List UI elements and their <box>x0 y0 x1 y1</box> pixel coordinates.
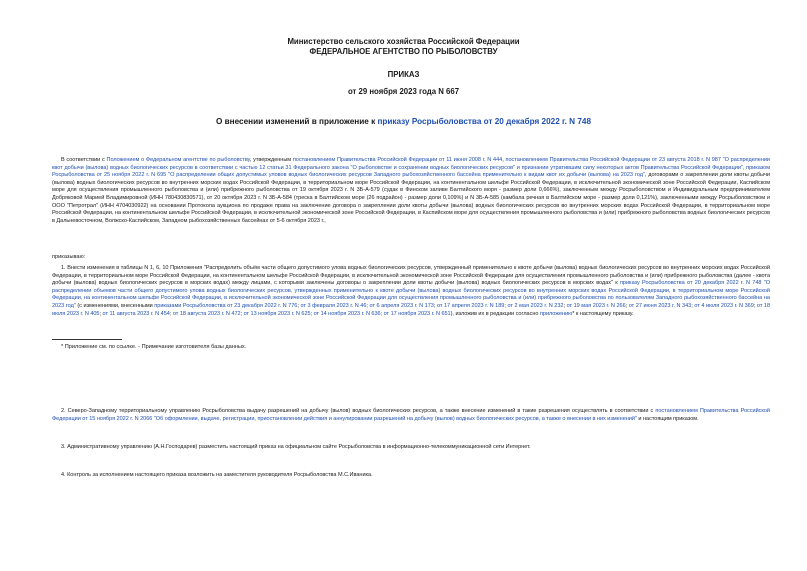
document-link[interactable]: постановлением Правительства Российской Федерации от 23 августа 2018 г. N 987 "О распределении квот добычи (вылова) водных биологических ресурсов в соответствии с частью 12 статьи 31 Федерального закона "О рыболовстве и сохранении водных биологических ресурсов" и признании утратившим силу некоторых актов Правительства Российской Федерации" <box>52 157 770 171</box>
paragraph-item-3 <box>52 444 770 452</box>
paragraph-text: ; <box>99 310 103 317</box>
footnote <box>52 344 246 350</box>
document-link[interactable]: Положением о Федеральном агентстве по рыболовству <box>106 157 250 163</box>
paragraph-text: * к настоящему приказу. <box>572 310 634 317</box>
document-link[interactable]: от 6 апреля 2023 г. N 173 <box>369 302 434 309</box>
paragraph-text: ; <box>504 302 508 309</box>
document-link[interactable]: постановлением Правительства Российской Федерации от 11 июня 2008 г. N 444 <box>292 157 503 163</box>
paragraph-text: ; <box>380 310 384 317</box>
document-link[interactable]: от 14 ноября 2023 г. N 636 <box>313 310 381 317</box>
document-link[interactable]: , приказом Росрыболовства от 25 ноября 2022 г. N 695 "О распределении общих допустимых уловов водных биологических ресурсов Западного рыбохозяйственного бассейна применительно к видам квот их добычи (вылова) на 2023 год" <box>52 164 770 179</box>
document-link[interactable]: от 17 ноября 2023 г. N 651 <box>383 310 451 317</box>
paragraph-text: ; <box>240 310 244 317</box>
document-link[interactable]: от 4 июля 2023 г. N 369 <box>694 302 754 309</box>
document-link[interactable]: приказу Росрыболовства от 20 декабря 2022 г. N 748 "О распределении объемов части общего допустимого улова водных биологических ресурсов, утвержденных применительно к квоте добычи (вылова) водных биологических ресурсов во внутренних морских водах Российской Федерации, в территориальном море Российской Федерации, на континентальном шельфе Российской Федерации, в исключительной экономической зоне Российской Федерации для осуществления промышленного рыболовства и (или) прибрежного рыболовства по пользователям Западного рыбохозяйственного бассейна на 2023 год" <box>52 280 770 309</box>
paragraph-text: 1. Внести изменения в таблицы N 1, 6, 10 Приложения "Распределить объём части общего допустимого улова водных биологических ресурсов, утвержденный применительно к квоте добычи (вылова) водных биологических ресурсов во внутренних морских водах Российской Федерации, в территориальном море Российской Федерации, на континентальном шельфе Российской Федерации, в исключительной экономической зоне Российской Федерации для осуществления промышленного рыболовства и (или) прибрежного рыболовства (далее - квота добычи (вылова) водных биологических ресурсов в морских водах) между лицами, с которыми заключены договоры о закреплении доли квоты добычи (вылова) водных биологических ресурсов в морских водах" к <box>52 265 770 287</box>
paragraph-text: ; <box>169 310 173 317</box>
paragraph-item-3-text: 3. Административному управлению (А.Н.Господарев) разместить настоящий приказ на официальном сайте Росрыболовства в информационно-телекоммуникационной сети Интернет. <box>61 444 531 450</box>
title-link[interactable]: приказу Росрыболовства от 20 декабря 2022 г. N 748 <box>377 117 592 126</box>
paragraph-text: ; <box>297 302 301 309</box>
document-link[interactable]: постановлением Правительства Российской Федерации от 15 ноября 2022 г. N 2066 "Об оформлении, выдаче, регистрации, приостановлении действия и аннулировании разрешений на добычу (вылов) водных биологических ресурсов, а также о внесении в них изменений" <box>52 408 770 422</box>
paragraph-text: ; <box>366 302 370 309</box>
paragraph-text: , <box>502 157 506 163</box>
document-link[interactable]: от 13 ноября 2023 г. N 625 <box>243 310 311 317</box>
document-link[interactable]: приказами Росрыболовства от 23 декабря 2022 г. N 776 <box>154 302 298 309</box>
document-date: от 29 ноября 2023 года N 667 <box>347 87 460 96</box>
paragraph-text: ; <box>691 302 695 309</box>
document-type: ПРИКАЗ <box>387 70 420 79</box>
paragraph-item-1 <box>52 265 770 318</box>
paragraph-text: ; <box>625 302 629 309</box>
paragraph-text: ), изложив их в редакции согласно <box>450 310 540 317</box>
footnote-separator <box>52 339 122 340</box>
paragraph-text: ; <box>753 302 757 309</box>
paragraph-preamble <box>52 157 770 225</box>
document-link[interactable]: приложению <box>539 310 573 317</box>
document-link[interactable]: от 27 июня 2023 г. N 343 <box>628 302 692 309</box>
document-link[interactable]: от 19 мая 2023 г. N 266 <box>566 302 626 309</box>
document-link[interactable]: от 17 апреля 2023 г. N 189 <box>436 302 505 309</box>
ordered-label: приказываю: <box>52 254 86 260</box>
agency-name: ФЕДЕРАЛЬНОЕ АГЕНТСТВО ПО РЫБОЛОВСТВУ <box>309 47 498 56</box>
footnote-text: * Приложение см. по ссылке. - Примечание изготовителя базы данных. <box>61 344 247 350</box>
paragraph-text: В соответствии с <box>61 157 107 163</box>
paragraph-item-4 <box>52 472 770 480</box>
paragraph-text: 2. Северо-Западному территориальному управлению Росрыболовства выдачу разрешений на добычу (вылов) водных биологических ресурсов, а также внесение изменений в такие разрешения осуществлять в соответствии с <box>61 408 656 414</box>
document-link[interactable]: от 2 мая 2023 г. N 232 <box>507 302 564 309</box>
title-text: О внесении изменений в приложение к <box>215 117 378 126</box>
paragraph-item-4-text: 4. Контроль за исполнением настоящего приказа возложить на заместителя руководителя Росрыболовства М.С.Иваника. <box>61 472 373 478</box>
paragraph-text: ; <box>310 310 314 317</box>
paragraph-text: , утвержденным <box>249 157 293 163</box>
document-link[interactable]: от 18 августа 2023 г. N 472 <box>172 310 241 317</box>
document-link[interactable]: от 3 февраля 2023 г. N 46 <box>300 302 367 309</box>
paragraph-text: ; <box>563 302 567 309</box>
document-title <box>0 117 807 126</box>
document-link[interactable]: от 11 августа 2023 г. N 454 <box>102 310 170 317</box>
paragraph-text: и настоящим приказом. <box>636 415 699 422</box>
ministry-name: Министерство сельского хозяйства Российской Федерации <box>287 37 520 46</box>
paragraph-text: , договорами о закреплении доли квоты добычи (вылова) водных биологических ресурсов во внутренних морских водах Российской Федерации, в территориальном море Российской Федерации, на континентальном шельфе Российской Федерации, в исключительной экономической зоне Российской Федерации, Каспийском море для осуществления промышленного рыболовства и (или) прибрежного рыболовства от 19 октября 2023 г. N 3Б-А-579 (судак в Финском заливе Балтийского моря - размер доли 0,666%), заключенным между Росрыболовством и Индивидуальным предпринимателем Добряковой Марией Владимировной (ИНН 780430830571), от 20 октября 2023 г. N 3Б-А-584 (треска в Балтийском море (26 подрайон) - размер доли 0,109%) и N 3Б-А-585 (камбала речная в Балтийском море - размер доли 0,121%), заключенными между Росрыболовством и ООО "Петротрал" (ИНН 4704030922) на основании Протокола аукциона по продаже права на заключение договора о закреплении доли квоты добычи (вылова) водных биологических ресурсов во внутренних морских водах Российской Федерации, в территориальном море Российской Федерации, на континентальном шельфе Российской Федерации, в исключительной экономической зоне Российской Федерации, в Каспийском море для осуществления промышленного рыболовства и (или) прибрежного рыболовства водных биологических ресурсов в Дальневосточном, Волжско-Каспийском, Западном рыбохозяйственных бассейнах от 5-6 октября 2023 г., <box>52 172 770 224</box>
paragraph-text: (с изменениями, внесенными <box>75 302 155 309</box>
paragraph-text: ; <box>433 302 437 309</box>
document-link[interactable]: от 18 июля 2023 г. N 405 <box>52 302 771 317</box>
paragraph-item-2 <box>52 408 770 423</box>
